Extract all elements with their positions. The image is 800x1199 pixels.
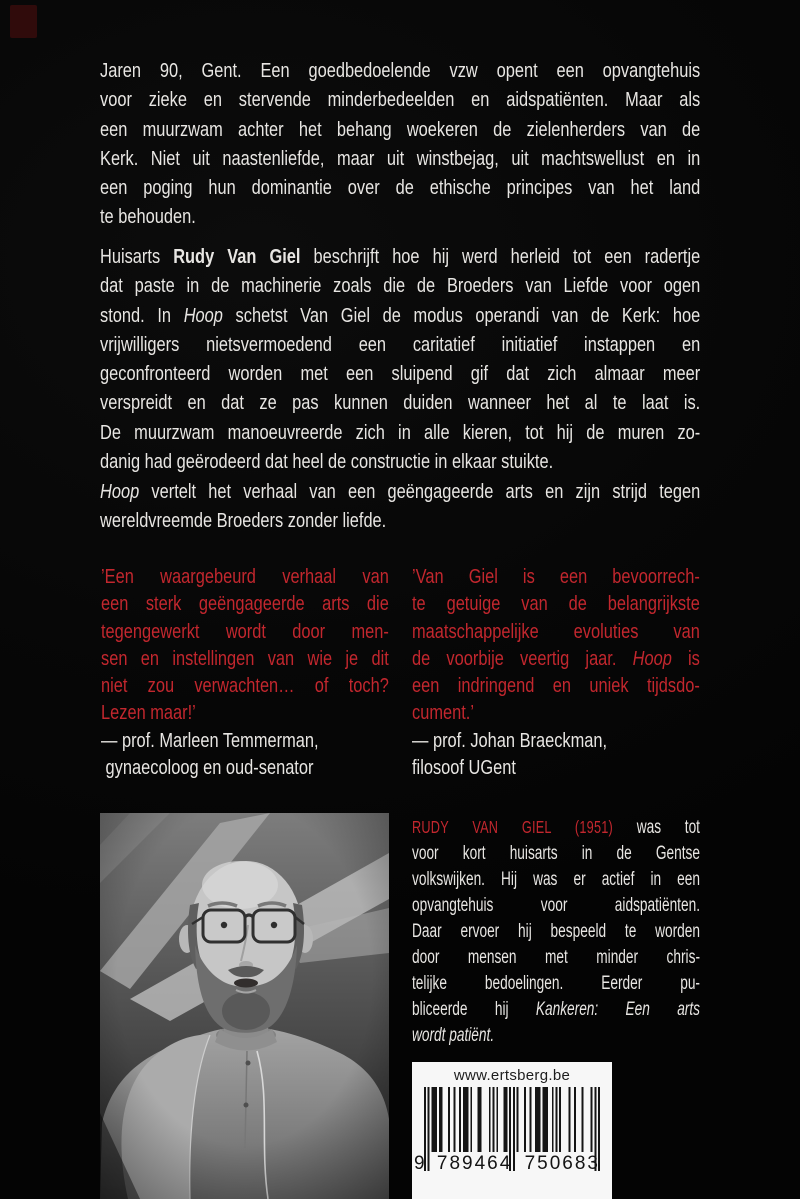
text-line: cument.’	[412, 702, 474, 725]
quote-attribution	[412, 728, 700, 783]
text-line: Hoop vertelt het verhaal van een geëngageerde arts en zijn strijd tegen	[100, 481, 701, 503]
text-line: danig had geërodeerd dat heel de constructie in elkaar stuikte.	[100, 451, 554, 474]
text-line: bliceerde hij Kankeren: Een arts	[412, 999, 701, 1020]
text-line: stond. In Hoop schetst Van Giel de modus operandi van de Kerk: hoe	[100, 304, 701, 327]
text-line: sen en instellingen van wie je dit	[101, 647, 389, 670]
publisher-url: www.ertsberg.be	[453, 1067, 571, 1084]
text-line: Huisarts Rudy Van Giel beschrijft hoe hij werd herleid tot een radertje	[100, 246, 701, 268]
text-line: een muurzwam achter het behang woekeren de zielenherders van de	[100, 118, 701, 141]
text-line: Daar ervoer hij bespeeld te worden	[412, 921, 700, 942]
text-line: Jaren 90, Gent. Een goedbedoelende vzw opent een opvangtehuis	[100, 60, 701, 82]
text-line: vrijwilligers nietsvermoedend een caritatief initiatief instappen en	[100, 333, 701, 356]
quote-text	[412, 564, 700, 728]
ean-digit-group: 750683	[524, 1153, 600, 1174]
text-line: te getuige van de belangrijkste	[412, 593, 700, 616]
quote-attribution	[101, 728, 389, 783]
text-line: De muurzwam manoeuvreerde zich in alle kieren, tot hij de muren zo-	[100, 421, 701, 444]
text-line: door mensen met minder chris-	[412, 947, 700, 968]
text-line: een indringend en uniek tijdsdo-	[412, 675, 700, 698]
text-line: ’Een waargebeurd verhaal van	[101, 566, 389, 588]
quote-text	[101, 564, 389, 728]
review-quote-left	[101, 564, 389, 782]
text-line: — prof. Marleen Temmerman,	[101, 729, 319, 752]
text-line: de voorbije veertig jaar. Hoop is	[412, 647, 700, 670]
review-quote-right	[412, 564, 700, 782]
text-line: voor kort huisarts in de Gentse	[412, 843, 700, 864]
text-line: gynaecoloog en oud-senator	[101, 757, 314, 780]
blurb-paragraph-2	[100, 243, 700, 477]
text-line: verspreidt en dat ze pas kunnen duiden wanneer het al te laat is.	[100, 392, 701, 415]
text-line: een sterk geëngageerde arts die	[101, 593, 389, 616]
text-line: telijke bedoelingen. Eerder pu-	[412, 973, 700, 994]
text-line: een poging hun dominantie over de ethische principes van het land	[100, 177, 701, 200]
text-line: wordt patiënt.	[412, 1025, 495, 1046]
text-line: te behouden.	[100, 206, 196, 229]
corner-red-patch	[10, 5, 37, 38]
ean-digit-group: 789464	[436, 1153, 513, 1174]
text-line: tegengewerkt wordt door men-	[101, 620, 389, 643]
author-bio	[412, 814, 700, 1049]
text-line: geconfronteerd worden met een sluipend gif dat zich almaar meer	[100, 363, 701, 386]
blurb-paragraph-3	[100, 478, 700, 537]
text-line: wereldvreemde Broeders zonder liefde.	[100, 510, 387, 533]
text-line: — prof. Johan Braeckman,	[412, 729, 608, 752]
text-line: volkswijken. Hij was er actief in een	[412, 869, 700, 890]
author-photo	[100, 813, 389, 1199]
text-line: ’Van Giel is een bevoorrech-	[412, 566, 700, 588]
ean-number	[412, 1153, 612, 1175]
text-line: RUDY VAN GIEL (1951) was tot	[412, 817, 700, 838]
text-line: niet zou verwachten… of toch?	[101, 675, 389, 698]
author-portrait-illustration	[100, 813, 389, 1199]
barcode-box	[412, 1062, 612, 1199]
text-line: maatschappelijke evoluties van	[412, 620, 700, 643]
text-line: Lezen maar!’	[101, 702, 196, 725]
ean-digit-group: 9	[414, 1153, 425, 1174]
text-line: dat paste in de machinerie zoals die de Broeders van Liefde voor ogen	[100, 275, 701, 298]
text-line: voor zieke en stervende minderbedeelden en aidspatiënten. Maar als	[100, 89, 701, 112]
text-line: Kerk. Niet uit naastenliefde, maar uit winstbejag, uit machtswellust en in	[100, 147, 701, 170]
text-line: filosoof UGent	[412, 757, 516, 780]
text-line: opvangtehuis voor aidspatiënten.	[412, 895, 700, 916]
blurb-paragraph-1	[100, 57, 700, 233]
